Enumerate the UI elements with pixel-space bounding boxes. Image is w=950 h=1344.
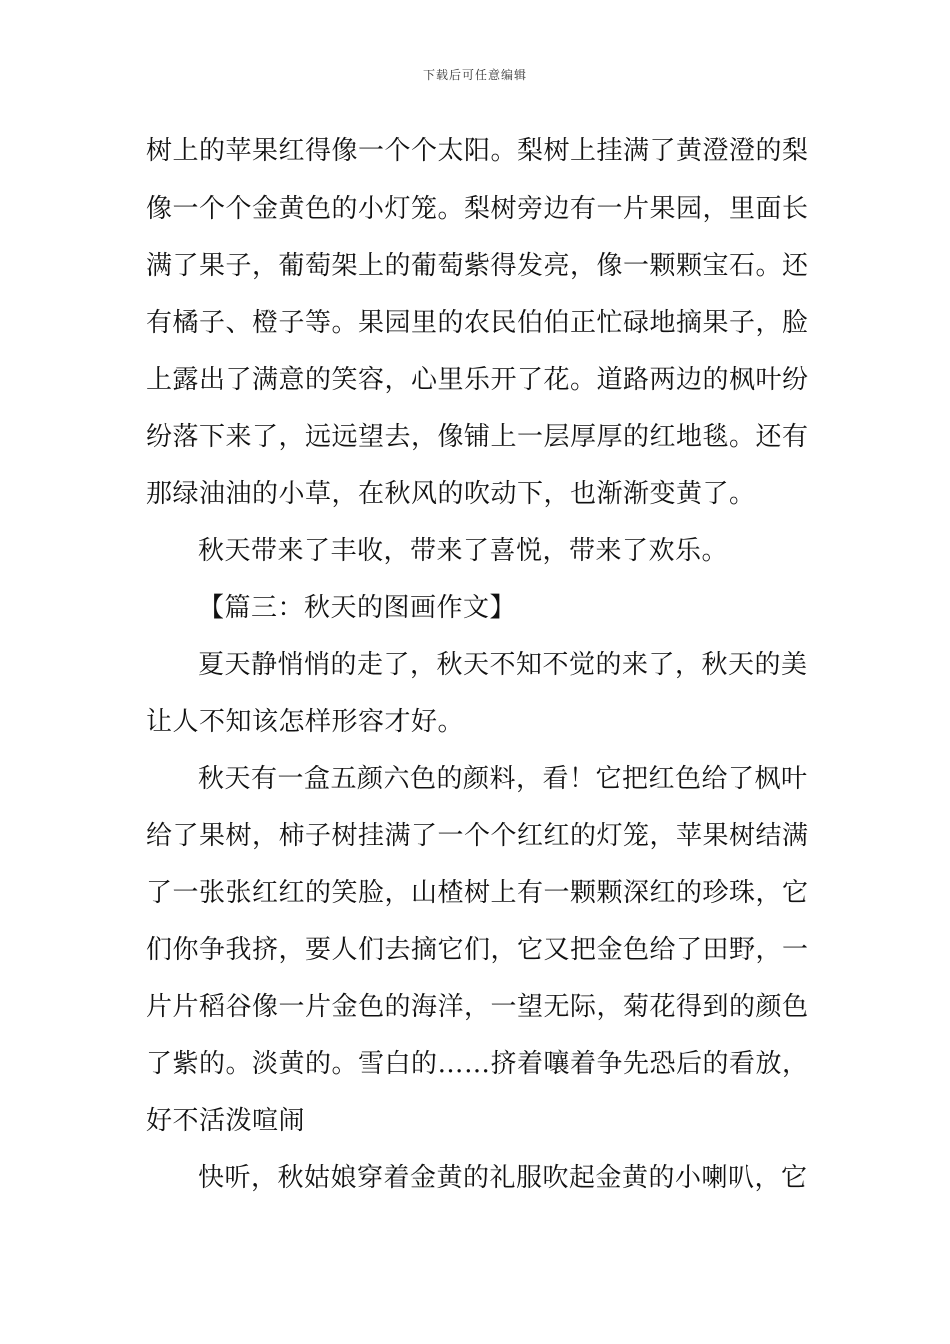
- text-line-19: 快听，秋姑娘穿着金黄的礼服吹起金黄的小喇叭，它: [198, 1163, 808, 1193]
- page-header: 下载后可任意编辑: [422, 68, 527, 82]
- section-title: 【篇三：秋天的图画作文】: [198, 593, 517, 623]
- text-line-15: 们你争我挤，要人们去摘它们，它又把金色给了田野，一: [146, 935, 809, 965]
- text-line-12: 秋天有一盒五颜六色的颜料，看！它把红色给了枫叶: [198, 764, 808, 794]
- text-line-1: 树上的苹果红得像一个个太阳。梨树上挂满了黄澄澄的梨: [146, 136, 809, 166]
- text-line-17: 了紫的。淡黄的。雪白的……挤着嚷着争先恐后的看放，: [146, 1049, 809, 1079]
- text-line-13: 给了果树，柿子树挂满了一个个红红的灯笼，苹果树结满: [146, 821, 809, 851]
- text-line-4: 有橘子、橙子等。果园里的农民伯伯正忙碌地摘果子，脸: [146, 308, 809, 338]
- text-line-6: 纷落下来了，远远望去，像铺上一层厚厚的红地毯。还有: [146, 422, 809, 452]
- text-line-8: 秋天带来了丰收，带来了喜悦，带来了欢乐。: [198, 536, 729, 566]
- text-line-2: 像一个个金黄色的小灯笼。梨树旁边有一片果园，里面长: [146, 194, 809, 224]
- text-line-5: 上露出了满意的笑容，心里乐开了花。道路两边的枫叶纷: [146, 365, 809, 395]
- text-line-11: 让人不知该怎样形容才好。: [146, 707, 465, 737]
- text-line-18: 好不活泼喧闹: [146, 1106, 306, 1136]
- text-line-7: 那绿油油的小草，在秋风的吹动下，也渐渐变黄了。: [146, 479, 756, 509]
- text-line-10: 夏天静悄悄的走了，秋天不知不觉的来了，秋天的美: [198, 650, 808, 680]
- text-line-3: 满了果子，葡萄架上的葡萄紫得发亮，像一颗颗宝石。还: [146, 251, 809, 281]
- text-line-16: 片片稻谷像一片金色的海洋，一望无际，菊花得到的颜色: [146, 992, 809, 1022]
- text-line-14: 了一张张红红的笑脸，山楂树上有一颗颗深红的珍珠，它: [146, 878, 809, 908]
